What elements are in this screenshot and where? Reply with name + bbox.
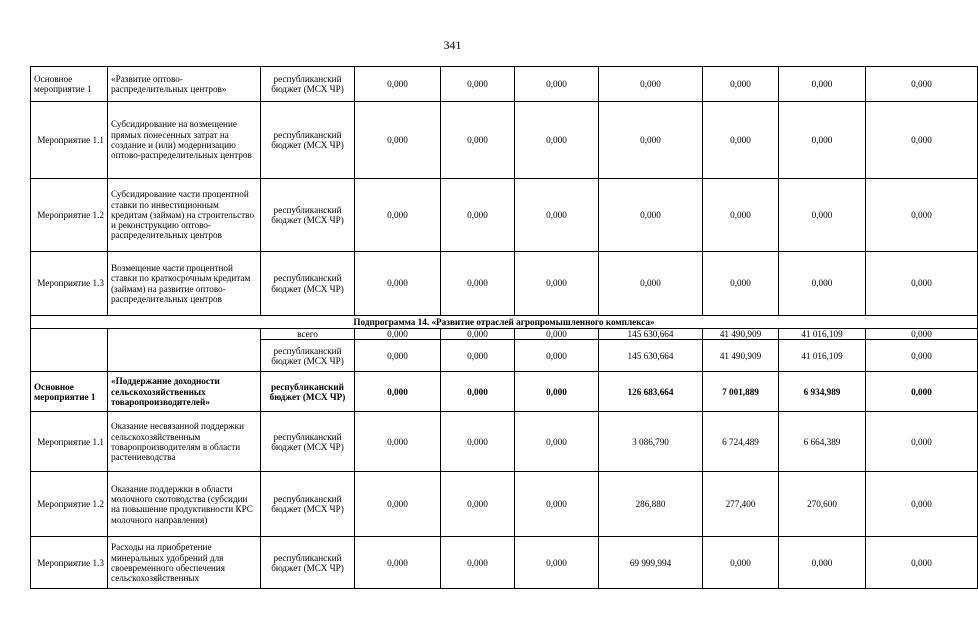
value-cell: 0,000 [515,179,599,252]
table-row [31,472,978,537]
table-row [31,537,978,589]
event-name-cell: «Поддержание доходности сельскохозяйственных товаропроизводителей» [108,372,261,412]
value-cell: 0,000 [779,102,866,179]
value-cell: 0,000 [515,252,599,316]
table-row [31,372,978,412]
subprogram-row [31,316,978,329]
value-cell: 41 016,109 [779,340,866,372]
value-cell: 0,000 [355,252,441,316]
value-cell: 0,000 [779,252,866,316]
event-cell: Мероприятие 1.2 [31,472,108,537]
value-cell: 0,000 [703,102,779,179]
event-cell: Мероприятие 1.1 [31,412,108,472]
value-cell: 0,000 [355,472,441,537]
value-cell: 0,000 [355,537,441,589]
value-cell: 0,000 [866,329,978,340]
event-name-cell: Оказание несвязанной поддержки сельскохозяйственным товаропроизводителям в области растениеводства [108,412,261,472]
value-cell: 0,000 [779,537,866,589]
funding-source-cell: всего [261,329,355,340]
budget-table [30,66,978,589]
value-cell: 6 934,989 [779,372,866,412]
funding-source-cell: республиканский бюджет (МСХ ЧР) [261,67,355,102]
value-cell: 0,000 [866,472,978,537]
value-cell: 0,000 [779,179,866,252]
event-cell: Мероприятие 1.3 [31,537,108,589]
value-cell: 0,000 [441,537,515,589]
page-number: 341 [443,38,462,52]
value-cell: 0,000 [703,252,779,316]
value-cell: 41 490,909 [703,329,779,340]
value-cell: 0,000 [779,67,866,102]
value-cell: 0,000 [515,102,599,179]
value-cell: 0,000 [441,252,515,316]
value-cell: 0,000 [599,179,703,252]
event-name-cell: Расходы на приобретение минеральных удобрений для своевременного обеспечения сельскохозяйственных [108,537,261,589]
value-cell: 0,000 [441,67,515,102]
value-cell: 126 683,664 [599,372,703,412]
value-cell: 0,000 [599,102,703,179]
table-row [31,412,978,472]
value-cell: 286,880 [599,472,703,537]
value-cell: 0,000 [703,537,779,589]
value-cell: 0,000 [866,102,978,179]
value-cell: 0,000 [441,179,515,252]
value-cell: 0,000 [515,67,599,102]
value-cell: 0,000 [515,472,599,537]
value-cell: 0,000 [866,67,978,102]
event-name-cell: Субсидирование на возмещение прямых понесенных затрат на создание и (или) модернизацию оптово-распределительных центров [108,102,261,179]
table-row [31,252,978,316]
value-cell: 6 664,389 [779,412,866,472]
value-cell: 0,000 [441,340,515,372]
value-cell: 0,000 [355,102,441,179]
value-cell: 0,000 [866,372,978,412]
value-cell: 0,000 [355,329,441,340]
value-cell: 0,000 [599,252,703,316]
table-row [31,179,978,252]
value-cell: 0,000 [515,537,599,589]
event-name-cell: Субсидирование части процентной ставки по инвестиционным кредитам (займам) на строительство и реконструкцию оптово-распределительных центров [108,179,261,252]
event-cell: Мероприятие 1.3 [31,252,108,316]
value-cell: 0,000 [515,412,599,472]
funding-source-cell: республиканский бюджет (МСХ ЧР) [261,252,355,316]
value-cell: 69 999,994 [599,537,703,589]
event-name-cell: «Развитие оптово-распределительных центров» [108,67,261,102]
value-cell: 41 016,109 [779,329,866,340]
value-cell: 0,000 [515,340,599,372]
value-cell: 0,000 [599,67,703,102]
value-cell: 6 724,489 [703,412,779,472]
event-name-cell [108,329,261,372]
event-cell: Основное мероприятие 1 [31,372,108,412]
event-name-cell: Возмещение части процентной ставки по краткосрочным кредитам (займам) на развитие оптово-распределительных центров [108,252,261,316]
value-cell: 0,000 [355,67,441,102]
value-cell: 0,000 [515,329,599,340]
value-cell: 0,000 [703,179,779,252]
event-cell [31,329,108,372]
value-cell: 0,000 [866,340,978,372]
event-cell: Мероприятие 1.1 [31,102,108,179]
value-cell: 0,000 [355,372,441,412]
funding-source-cell: республиканский бюджет (МСХ ЧР) [261,412,355,472]
funding-source-cell: республиканский бюджет (МСХ ЧР) [261,537,355,589]
value-cell: 41 490,909 [703,340,779,372]
value-cell: 0,000 [441,412,515,472]
value-cell: 0,000 [441,102,515,179]
value-cell: 0,000 [441,472,515,537]
value-cell: 0,000 [441,372,515,412]
subprogram-title: Подпрограмма 14. «Развитие отраслей агропромышленного комплекса» [31,316,978,329]
value-cell: 0,000 [441,329,515,340]
value-cell: 145 630,664 [599,340,703,372]
value-cell: 270,600 [779,472,866,537]
funding-source-cell: республиканский бюджет (МСХ ЧР) [261,102,355,179]
event-name-cell: Оказание поддержки в области молочного скотоводства (субсидии на повышение продуктивности КРС молочного направления) [108,472,261,537]
value-cell: 0,000 [355,412,441,472]
value-cell: 145 630,664 [599,329,703,340]
value-cell: 0,000 [866,412,978,472]
funding-source-cell: республиканский бюджет (МСХ ЧР) [261,340,355,372]
value-cell: 0,000 [355,340,441,372]
value-cell: 3 086,790 [599,412,703,472]
value-cell: 277,400 [703,472,779,537]
value-cell: 0,000 [866,179,978,252]
table-row [31,67,978,102]
table-row [31,102,978,179]
value-cell: 0,000 [703,67,779,102]
funding-source-cell: республиканский бюджет (МСХ ЧР) [261,179,355,252]
value-cell: 0,000 [866,537,978,589]
value-cell: 0,000 [866,252,978,316]
event-cell: Основное мероприятие 1 [31,67,108,102]
value-cell: 0,000 [355,179,441,252]
table-row [31,329,978,340]
value-cell: 7 001,889 [703,372,779,412]
funding-source-cell: республиканский бюджет (МСХ ЧР) [261,372,355,412]
value-cell: 0,000 [515,372,599,412]
event-cell: Мероприятие 1.2 [31,179,108,252]
funding-source-cell: республиканский бюджет (МСХ ЧР) [261,472,355,537]
